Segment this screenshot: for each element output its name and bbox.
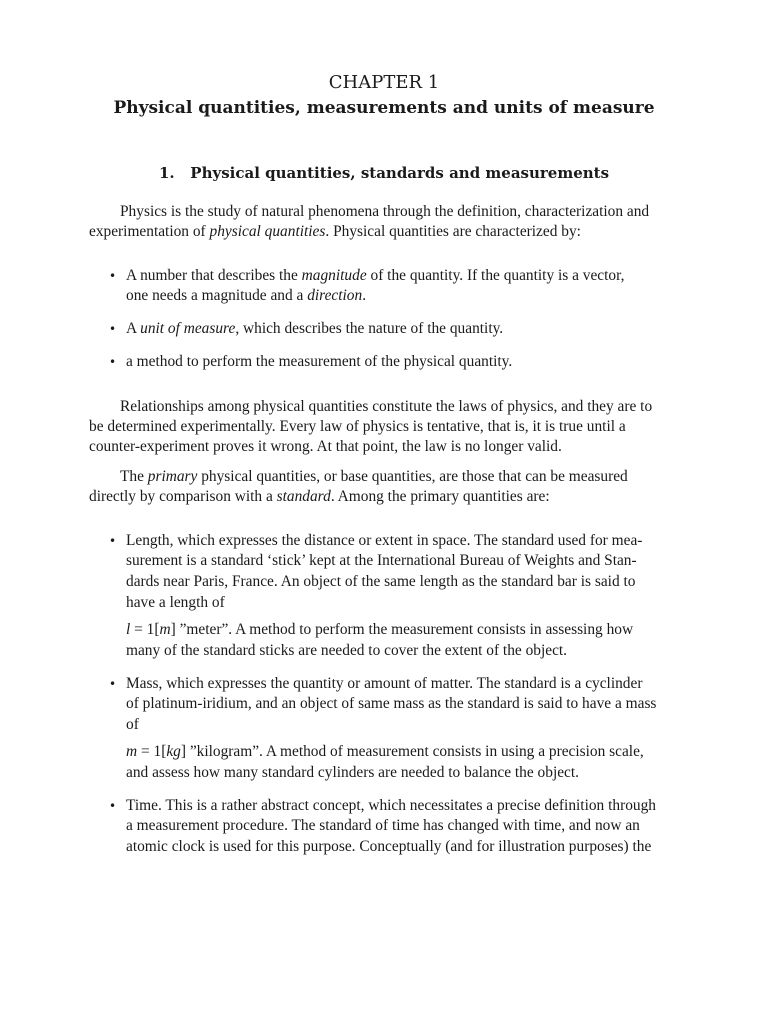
- bullet-icon: •: [109, 534, 117, 548]
- paragraph-line: The primary physical quantities, or base quantities, are those that can be measured: [120, 468, 628, 485]
- list-item-line: many of the standard sticks are needed to cover the extent of the object.: [126, 642, 568, 659]
- paragraph-line: counter-experiment proves it wrong. At that point, the law is no longer valid.: [89, 438, 562, 455]
- paragraph-line: experimentation of physical quantities. Physical quantities are characterized by:: [89, 223, 581, 240]
- section-title: Physical quantities, standards and measurements: [190, 164, 610, 182]
- chapter-label: CHAPTER 1: [328, 72, 440, 93]
- list-item-line: one needs a magnitude and a direction.: [126, 287, 367, 304]
- bullet-icon: •: [109, 269, 117, 283]
- list-item-line: Time. This is a rather abstract concept, which necessitates a precise definition through: [126, 797, 656, 814]
- bullet-icon: •: [109, 322, 117, 336]
- chapter-title: Physical quantities, measurements and units of measure: [113, 98, 655, 118]
- emphasis: unit of measure: [140, 320, 236, 337]
- bullet-icon: •: [109, 355, 117, 369]
- list-item-line: surement is a standard ‘stick’ kept at the International Bureau of Weights and Stan-: [126, 552, 637, 569]
- list-item-line: have a length of: [126, 594, 225, 611]
- list-item-line: of: [126, 716, 139, 733]
- bullet-icon: •: [109, 677, 117, 691]
- list-item-line: Length, which expresses the distance or extent in space. The standard used for mea-: [126, 532, 643, 549]
- paragraph-line: directly by comparison with a standard. Among the primary quantities are:: [89, 488, 550, 505]
- section-number: 1.: [158, 164, 175, 182]
- emphasis: direction: [307, 287, 363, 304]
- formula-line: l = 1[m] ”meter”. A method to perform the measurement consists in assessing how: [126, 621, 634, 638]
- list-item-line: of platinum-iridium, and an object of same mass as the standard is said to have a mass: [126, 695, 657, 712]
- list-item-line: dards near Paris, France. An object of the same length as the standard bar is said to: [126, 573, 636, 590]
- list-item-line: A number that describes the magnitude of the quantity. If the quantity is a vector,: [126, 267, 625, 284]
- list-item-line: atomic clock is used for this purpose. Conceptually (and for illustration purposes) the: [126, 838, 652, 855]
- emphasis: standard: [276, 488, 331, 505]
- emphasis: primary: [147, 468, 198, 485]
- list-item-line: A unit of measure, which describes the nature of the quantity.: [126, 320, 504, 337]
- list-item-line: and assess how many standard cylinders are needed to balance the object.: [126, 764, 580, 781]
- list-item-line: Mass, which expresses the quantity or amount of matter. The standard is a cyclinder: [126, 675, 643, 692]
- section-heading: [0, 164, 768, 182]
- paragraph-line: be determined experimentally. Every law of physics is tentative, that is, it is true until a: [89, 418, 626, 435]
- bullet-icon: •: [109, 799, 117, 813]
- list-item-line: a method to perform the measurement of the physical quantity.: [126, 353, 513, 370]
- list-item-line: a measurement procedure. The standard of time has changed with time, and now an: [126, 817, 640, 834]
- paragraph-line: Physics is the study of natural phenomena through the definition, characterization and: [120, 203, 650, 220]
- paragraph-line: Relationships among physical quantities constitute the laws of physics, and they are to: [120, 398, 653, 415]
- formula-line: m = 1[kg] ”kilogram”. A method of measurement consists in using a precision scale,: [126, 743, 644, 760]
- emphasis: physical quantities: [209, 223, 326, 240]
- emphasis: magnitude: [301, 267, 367, 284]
